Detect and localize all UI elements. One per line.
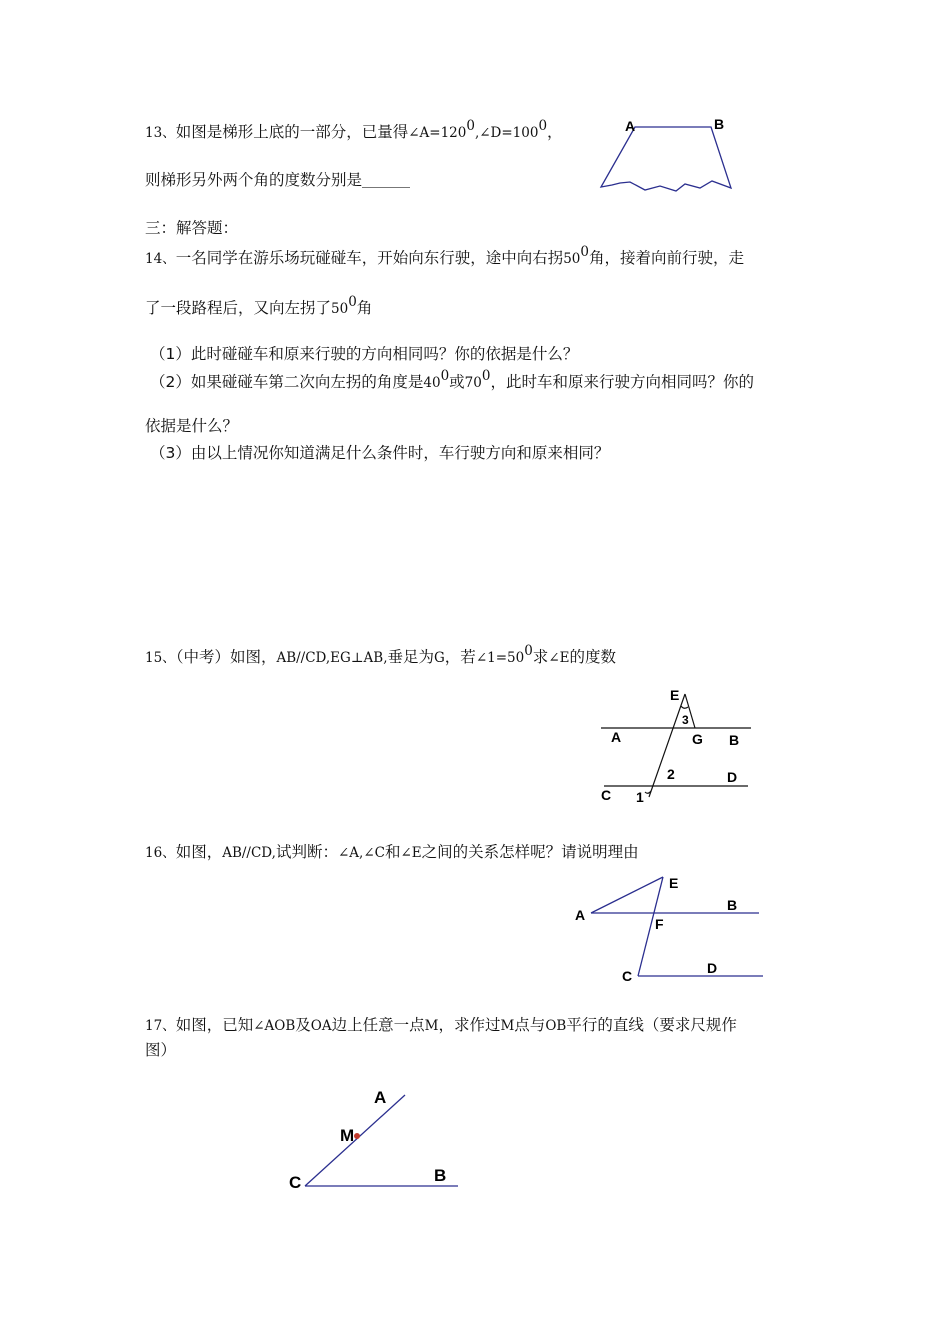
- q17-label-b: B: [434, 1166, 447, 1185]
- section-3-title: 三：解答题：: [145, 219, 239, 237]
- q17-line-2: 图）: [145, 1041, 177, 1059]
- q14-line-2: 了一段路程后，又向左拐了$50^0$角: [145, 294, 373, 317]
- q16-label-a: A: [575, 907, 586, 923]
- q17-label-c: C: [289, 1173, 302, 1192]
- q15-label-g: G: [692, 731, 703, 747]
- q16-segment-ae: [591, 877, 663, 913]
- q14-sub-1: （1）此时碰碰车和原来行驶的方向相同吗？你的依据是什么？: [150, 345, 579, 363]
- q14-sub-3: （3）由以上情况你知道满足什么条件时，车行驶方向和原来相同？: [150, 444, 610, 462]
- q13-line-2: 则梯形另外两个角的度数分别是: [145, 170, 410, 190]
- q15-label-b: B: [729, 732, 740, 748]
- q17-point-m: [354, 1133, 360, 1139]
- q16-label-e: E: [669, 875, 679, 891]
- q17-label-a: A: [374, 1088, 387, 1107]
- q13-line-1: 13、如图是梯形上底的一部分，已量得$\angle A=120^0,\angle D=100^0$，: [145, 118, 563, 141]
- q16-label-b: B: [727, 897, 738, 913]
- q17-ray-ca: [305, 1095, 405, 1186]
- q15-label-2: 2: [667, 766, 675, 782]
- q13-label-a: A: [625, 118, 636, 134]
- q15-line: 15、（中考）如图，AB//CD,EG⊥AB,垂足为G，若$\angle 1=50^0$求∠E的度数: [145, 643, 616, 666]
- q13-label-b: B: [714, 116, 725, 132]
- q15-label-c: C: [601, 787, 612, 803]
- q17-line-1: 17、如图，已知∠AOB及OA边上任意一点M，求作过M点与OB平行的直线（要求尺规作: [145, 1016, 737, 1034]
- q14-sub-2-line-2: 依据是什么？: [145, 417, 239, 435]
- q17-label-m: M: [340, 1126, 355, 1145]
- trapezoid-outline: [601, 127, 731, 191]
- q15-label-e: E: [670, 687, 680, 703]
- q14-line-1: 14、一名同学在游乐场玩碰碰车，开始向东行驶，途中向右拐$50^0$角，接着向前行驶，走: [145, 244, 744, 267]
- q15-angle-3-arc: [681, 706, 688, 708]
- q15-label-a: A: [611, 729, 622, 745]
- q14-sub-2: （2）如果碰碰车第二次向左拐的角度是$40^0$或$70^0$，此时车和原来行驶方向相同吗？你的: [150, 368, 754, 391]
- q16-line: 16、如图，AB//CD,试判断：∠A,∠C和∠E之间的关系怎样呢？请说明理由: [145, 843, 639, 861]
- q15-label-1: 1: [636, 789, 644, 805]
- q16-label-d: D: [707, 960, 718, 976]
- q16-parallel-figure: [591, 877, 763, 976]
- q16-label-c: C: [622, 968, 633, 984]
- q15-label-3: 3: [682, 713, 689, 727]
- q13-trapezoid-figure: [601, 127, 731, 191]
- q15-label-d: D: [727, 769, 738, 785]
- q16-label-f: F: [655, 916, 664, 932]
